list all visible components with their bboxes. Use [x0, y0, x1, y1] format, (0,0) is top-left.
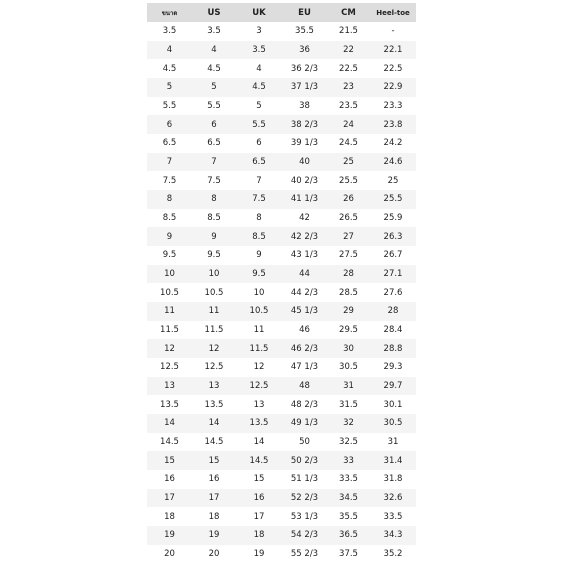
cell-heel-toe: 27.1: [370, 265, 416, 284]
cell-heel-toe: 23.8: [370, 115, 416, 134]
cell-cm: 30.5: [327, 358, 370, 377]
cell-eu: 46 2/3: [282, 339, 327, 358]
cell-uk: 13: [236, 395, 282, 414]
cell-eu: 49 1/3: [282, 414, 327, 433]
cell-eu: 38 2/3: [282, 115, 327, 134]
cell-uk: 3: [236, 22, 282, 41]
header-heel-toe: Heel-toe: [370, 3, 416, 22]
cell-us: 14: [192, 414, 236, 433]
cell-size: 12: [147, 339, 192, 358]
cell-us: 14.5: [192, 433, 236, 452]
cell-size: 10.5: [147, 283, 192, 302]
cell-uk: 10: [236, 283, 282, 302]
cell-uk: 11: [236, 321, 282, 340]
cell-size: 9.5: [147, 246, 192, 265]
cell-eu: 36: [282, 41, 327, 60]
table-row: [147, 246, 416, 265]
header-us: US: [192, 3, 236, 22]
cell-us: 4: [192, 41, 236, 60]
cell-cm: 37.5: [327, 545, 370, 563]
cell-eu: 43 1/3: [282, 246, 327, 265]
table-row: [147, 470, 416, 489]
cell-eu: 41 1/3: [282, 190, 327, 209]
cell-cm: 30: [327, 339, 370, 358]
cell-heel-toe: 26.7: [370, 246, 416, 265]
cell-uk: 6.5: [236, 153, 282, 172]
cell-heel-toe: 32.6: [370, 489, 416, 508]
cell-size: 14: [147, 414, 192, 433]
cell-us: 20: [192, 545, 236, 563]
cell-eu: 48: [282, 377, 327, 396]
table-row: [147, 339, 416, 358]
cell-uk: 9.5: [236, 265, 282, 284]
table-row: [147, 526, 416, 545]
cell-uk: 7: [236, 171, 282, 190]
cell-size: 14.5: [147, 433, 192, 452]
cell-size: 10: [147, 265, 192, 284]
cell-uk: 5: [236, 97, 282, 116]
cell-cm: 22.5: [327, 59, 370, 78]
cell-us: 8: [192, 190, 236, 209]
cell-eu: 38: [282, 97, 327, 116]
cell-size: 18: [147, 507, 192, 526]
cell-us: 12: [192, 339, 236, 358]
cell-size: 13: [147, 377, 192, 396]
cell-cm: 32.5: [327, 433, 370, 452]
cell-us: 17: [192, 489, 236, 508]
cell-size: 11: [147, 302, 192, 321]
cell-uk: 7.5: [236, 190, 282, 209]
cell-heel-toe: -: [370, 22, 416, 41]
cell-us: 6.5: [192, 134, 236, 153]
cell-heel-toe: 33.5: [370, 507, 416, 526]
cell-uk: 12.5: [236, 377, 282, 396]
cell-eu: 44: [282, 265, 327, 284]
table-row: [147, 377, 416, 396]
cell-heel-toe: 23.3: [370, 97, 416, 116]
cell-cm: 24.5: [327, 134, 370, 153]
cell-size: 6: [147, 115, 192, 134]
cell-cm: 36.5: [327, 526, 370, 545]
table-row: [147, 451, 416, 470]
header-uk: UK: [236, 3, 282, 22]
header-size: ขนาด: [147, 3, 192, 22]
cell-heel-toe: 28: [370, 302, 416, 321]
cell-size: 13.5: [147, 395, 192, 414]
cell-heel-toe: 27.6: [370, 283, 416, 302]
cell-heel-toe: 22.9: [370, 78, 416, 97]
cell-us: 5.5: [192, 97, 236, 116]
cell-heel-toe: 24.6: [370, 153, 416, 172]
cell-eu: 55 2/3: [282, 545, 327, 563]
cell-heel-toe: 31.8: [370, 470, 416, 489]
cell-eu: 54 2/3: [282, 526, 327, 545]
table-row: [147, 302, 416, 321]
cell-size: 11.5: [147, 321, 192, 340]
cell-us: 11.5: [192, 321, 236, 340]
cell-uk: 16: [236, 489, 282, 508]
cell-heel-toe: 30.1: [370, 395, 416, 414]
table-row: [147, 414, 416, 433]
cell-uk: 18: [236, 526, 282, 545]
cell-us: 18: [192, 507, 236, 526]
cell-size: 8: [147, 190, 192, 209]
cell-heel-toe: 31.4: [370, 451, 416, 470]
cell-cm: 28: [327, 265, 370, 284]
cell-us: 6: [192, 115, 236, 134]
cell-us: 10.5: [192, 283, 236, 302]
cell-eu: 37 1/3: [282, 78, 327, 97]
cell-cm: 26.5: [327, 209, 370, 228]
cell-heel-toe: 25: [370, 171, 416, 190]
table-row: [147, 134, 416, 153]
cell-heel-toe: 35.2: [370, 545, 416, 563]
cell-eu: 42: [282, 209, 327, 228]
cell-uk: 14.5: [236, 451, 282, 470]
cell-size: 12.5: [147, 358, 192, 377]
cell-uk: 9: [236, 246, 282, 265]
cell-cm: 29: [327, 302, 370, 321]
cell-eu: 40: [282, 153, 327, 172]
cell-cm: 32: [327, 414, 370, 433]
cell-us: 8.5: [192, 209, 236, 228]
cell-size: 6.5: [147, 134, 192, 153]
cell-us: 12.5: [192, 358, 236, 377]
cell-cm: 33: [327, 451, 370, 470]
cell-cm: 28.5: [327, 283, 370, 302]
cell-heel-toe: 25.9: [370, 209, 416, 228]
cell-uk: 12: [236, 358, 282, 377]
table-row: [147, 545, 416, 563]
cell-us: 13: [192, 377, 236, 396]
cell-eu: 36 2/3: [282, 59, 327, 78]
cell-uk: 3.5: [236, 41, 282, 60]
cell-heel-toe: 22.1: [370, 41, 416, 60]
cell-eu: 51 1/3: [282, 470, 327, 489]
cell-size: 15: [147, 451, 192, 470]
cell-size: 8.5: [147, 209, 192, 228]
cell-eu: 52 2/3: [282, 489, 327, 508]
cell-uk: 10.5: [236, 302, 282, 321]
cell-cm: 31: [327, 377, 370, 396]
table-row: [147, 78, 416, 97]
cell-cm: 33.5: [327, 470, 370, 489]
cell-cm: 24: [327, 115, 370, 134]
cell-cm: 23.5: [327, 97, 370, 116]
cell-uk: 4: [236, 59, 282, 78]
cell-cm: 34.5: [327, 489, 370, 508]
cell-cm: 35.5: [327, 507, 370, 526]
cell-uk: 4.5: [236, 78, 282, 97]
table-row: [147, 97, 416, 116]
cell-us: 15: [192, 451, 236, 470]
table-row: [147, 321, 416, 340]
table-row: [147, 395, 416, 414]
cell-eu: 53 1/3: [282, 507, 327, 526]
table-header: [147, 3, 416, 22]
cell-eu: 46: [282, 321, 327, 340]
cell-size: 5: [147, 78, 192, 97]
cell-heel-toe: 29.3: [370, 358, 416, 377]
cell-size: 4: [147, 41, 192, 60]
cell-us: 7: [192, 153, 236, 172]
cell-uk: 6: [236, 134, 282, 153]
cell-eu: 44 2/3: [282, 283, 327, 302]
cell-size: 3.5: [147, 22, 192, 41]
table-row: [147, 489, 416, 508]
header-row: [147, 3, 416, 22]
cell-size: 7.5: [147, 171, 192, 190]
cell-eu: 47 1/3: [282, 358, 327, 377]
cell-cm: 25: [327, 153, 370, 172]
cell-heel-toe: 22.5: [370, 59, 416, 78]
cell-size: 9: [147, 227, 192, 246]
cell-heel-toe: 31: [370, 433, 416, 452]
cell-eu: 35.5: [282, 22, 327, 41]
cell-heel-toe: 30.5: [370, 414, 416, 433]
table-row: [147, 227, 416, 246]
cell-us: 11: [192, 302, 236, 321]
cell-heel-toe: 25.5: [370, 190, 416, 209]
table-row: [147, 358, 416, 377]
cell-size: 16: [147, 470, 192, 489]
cell-us: 13.5: [192, 395, 236, 414]
cell-cm: 29.5: [327, 321, 370, 340]
cell-uk: 11.5: [236, 339, 282, 358]
cell-cm: 21.5: [327, 22, 370, 41]
table-row: [147, 59, 416, 78]
cell-us: 9: [192, 227, 236, 246]
table-row: [147, 171, 416, 190]
cell-uk: 8: [236, 209, 282, 228]
table-row: [147, 433, 416, 452]
cell-uk: 15: [236, 470, 282, 489]
cell-cm: 27: [327, 227, 370, 246]
table-row: [147, 283, 416, 302]
cell-eu: 39 1/3: [282, 134, 327, 153]
cell-eu: 48 2/3: [282, 395, 327, 414]
table-row: [147, 22, 416, 41]
cell-eu: 45 1/3: [282, 302, 327, 321]
table-row: [147, 190, 416, 209]
cell-us: 5: [192, 78, 236, 97]
cell-uk: 14: [236, 433, 282, 452]
cell-us: 9.5: [192, 246, 236, 265]
cell-us: 7.5: [192, 171, 236, 190]
table-row: [147, 209, 416, 228]
table-row: [147, 265, 416, 284]
cell-uk: 8.5: [236, 227, 282, 246]
cell-us: 19: [192, 526, 236, 545]
cell-eu: 50 2/3: [282, 451, 327, 470]
cell-eu: 40 2/3: [282, 171, 327, 190]
cell-size: 20: [147, 545, 192, 563]
header-cm: CM: [327, 3, 370, 22]
cell-cm: 25.5: [327, 171, 370, 190]
cell-cm: 27.5: [327, 246, 370, 265]
cell-size: 17: [147, 489, 192, 508]
cell-cm: 23: [327, 78, 370, 97]
header-eu: EU: [282, 3, 327, 22]
size-chart-table: [147, 3, 416, 563]
cell-eu: 42 2/3: [282, 227, 327, 246]
cell-us: 3.5: [192, 22, 236, 41]
table-row: [147, 153, 416, 172]
cell-size: 7: [147, 153, 192, 172]
table-row: [147, 115, 416, 134]
cell-uk: 19: [236, 545, 282, 563]
cell-uk: 17: [236, 507, 282, 526]
cell-heel-toe: 24.2: [370, 134, 416, 153]
table-row: [147, 507, 416, 526]
cell-size: 19: [147, 526, 192, 545]
cell-us: 10: [192, 265, 236, 284]
cell-heel-toe: 34.3: [370, 526, 416, 545]
table-row: [147, 41, 416, 60]
cell-cm: 26: [327, 190, 370, 209]
cell-cm: 22: [327, 41, 370, 60]
table-body: [147, 22, 416, 563]
cell-size: 5.5: [147, 97, 192, 116]
cell-uk: 5.5: [236, 115, 282, 134]
cell-eu: 50: [282, 433, 327, 452]
cell-us: 16: [192, 470, 236, 489]
cell-heel-toe: 28.4: [370, 321, 416, 340]
cell-heel-toe: 26.3: [370, 227, 416, 246]
cell-heel-toe: 28.8: [370, 339, 416, 358]
cell-cm: 31.5: [327, 395, 370, 414]
cell-size: 4.5: [147, 59, 192, 78]
cell-us: 4.5: [192, 59, 236, 78]
cell-heel-toe: 29.7: [370, 377, 416, 396]
cell-uk: 13.5: [236, 414, 282, 433]
